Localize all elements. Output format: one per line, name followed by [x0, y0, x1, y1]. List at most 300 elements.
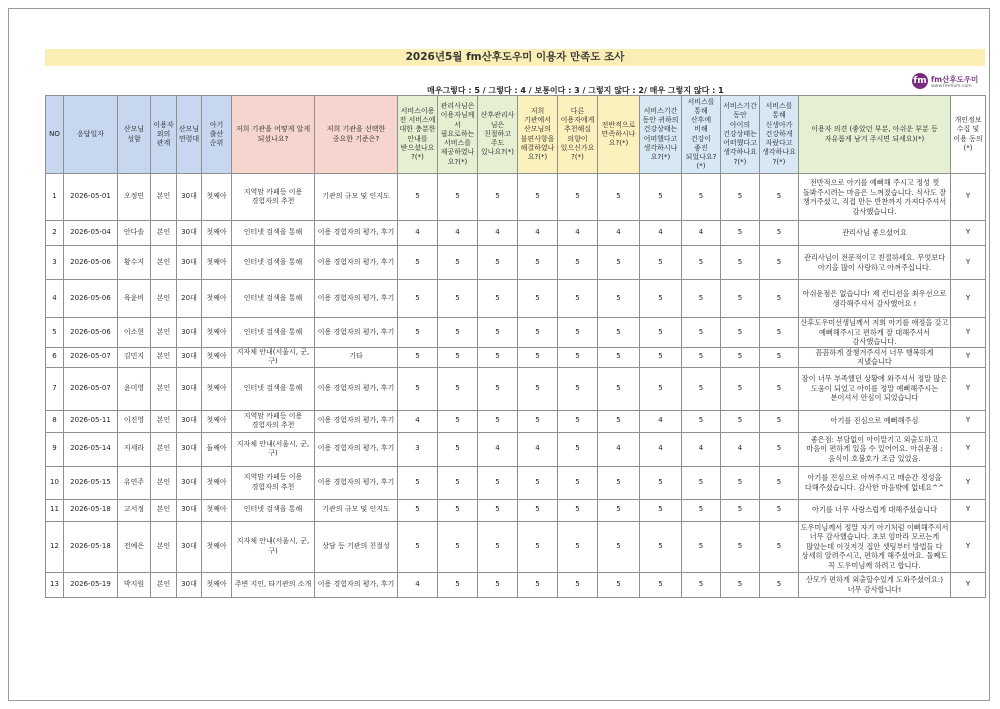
score-cell: 4: [640, 410, 682, 432]
opinion-cell: 잠이 너무 부족했던 상황에 와주셔서 정말 많은 도움이 되었고 아이를 정말 예뻐해주시는 분이셔서 안심이 되었습니다: [799, 367, 951, 410]
score-cell: 5: [478, 174, 518, 221]
relation-cell: 본인: [151, 466, 177, 499]
score-cell: 5: [558, 280, 598, 318]
score-cell: 5: [721, 280, 760, 318]
how-known-cell: 지역맘 카페등 이용 경험자의 추천: [232, 174, 315, 221]
name-cell: 윤미영: [118, 367, 151, 410]
selection-reason-cell: 이용 경험자의 평가, 후기: [315, 318, 398, 348]
score-cell: 5: [760, 410, 799, 432]
score-cell: 5: [640, 174, 682, 221]
score-cell: 5: [558, 572, 598, 597]
consent-cell: Y: [951, 572, 986, 597]
opinion-cell: 아기를 진심으로 예뻐해주심: [799, 410, 951, 432]
consent-cell: Y: [951, 246, 986, 280]
score-cell: 5: [598, 174, 640, 221]
how-known-cell: 지자체 안내(서울시, 군,구): [232, 347, 315, 367]
name-cell: 안다솔: [118, 221, 151, 246]
score-cell: 5: [760, 466, 799, 499]
date-cell: 2026-05-06: [64, 280, 118, 318]
score-cell: 5: [682, 410, 721, 432]
score-cell: 5: [721, 174, 760, 221]
how-known-cell: 인터넷 검색을 통해: [232, 280, 315, 318]
score-cell: 5: [558, 499, 598, 521]
table-row: [46, 318, 986, 348]
score-cell: 5: [518, 246, 558, 280]
row-number-cell: 4: [46, 280, 64, 318]
score-cell: 5: [640, 318, 682, 348]
table-row: [46, 410, 986, 432]
score-cell: 5: [518, 174, 558, 221]
score-cell: 5: [760, 318, 799, 348]
score-cell: 5: [438, 521, 478, 572]
score-cell: 5: [721, 221, 760, 246]
score-cell: 5: [558, 410, 598, 432]
score-cell: 5: [721, 410, 760, 432]
birth-order-cell: 첫째아: [202, 174, 232, 221]
col-header: 이용자 의견 (좋았던 부분, 아쉬운 부분 등 자유롭게 남겨 주시면 되세요)(*): [799, 96, 951, 174]
age-cell: 30대: [177, 432, 202, 466]
birth-order-cell: 첫째아: [202, 280, 232, 318]
consent-cell: Y: [951, 466, 986, 499]
score-cell: 5: [438, 318, 478, 348]
score-cell: 5: [398, 246, 438, 280]
score-cell: 5: [760, 174, 799, 221]
how-known-cell: 주변 지인, 타기관의 소개: [232, 572, 315, 597]
score-cell: 5: [760, 572, 799, 597]
logo-url: www.fmmom.com: [931, 84, 972, 89]
consent-cell: Y: [951, 432, 986, 466]
spreadsheet-page: [8, 8, 990, 701]
score-cell: 4: [478, 221, 518, 246]
score-cell: 5: [558, 246, 598, 280]
date-cell: 2026-05-04: [64, 221, 118, 246]
score-cell: 4: [640, 221, 682, 246]
age-cell: 30대: [177, 347, 202, 367]
age-cell: 30대: [177, 572, 202, 597]
score-cell: 4: [518, 221, 558, 246]
score-cell: 5: [398, 367, 438, 410]
date-cell: 2026-05-15: [64, 466, 118, 499]
birth-order-cell: 첫째아: [202, 521, 232, 572]
relation-cell: 본인: [151, 410, 177, 432]
score-cell: 5: [558, 318, 598, 348]
table-row: [46, 432, 986, 466]
score-cell: 5: [640, 521, 682, 572]
col-header: 다른 이용자에게 추천해실 의향이 있으신가요?(*): [558, 96, 598, 174]
score-cell: 5: [398, 347, 438, 367]
score-cell: 5: [478, 521, 518, 572]
birth-order-cell: 첫째아: [202, 367, 232, 410]
date-cell: 2026-05-14: [64, 432, 118, 466]
row-number-cell: 6: [46, 347, 64, 367]
relation-cell: 본인: [151, 432, 177, 466]
row-number-cell: 13: [46, 572, 64, 597]
age-cell: 30대: [177, 318, 202, 348]
score-cell: 5: [398, 521, 438, 572]
selection-reason-cell: 기관의 규모 및 인지도: [315, 499, 398, 521]
date-cell: 2026-05-07: [64, 347, 118, 367]
score-cell: 5: [558, 521, 598, 572]
score-cell: 5: [760, 221, 799, 246]
col-header: 산모님 성함: [118, 96, 151, 174]
col-header: 저희 기관을 선택한 중요한 기준은?: [315, 96, 398, 174]
score-cell: 5: [721, 318, 760, 348]
score-cell: 5: [398, 280, 438, 318]
score-cell: 5: [518, 280, 558, 318]
score-cell: 5: [721, 521, 760, 572]
name-cell: 지세라: [118, 432, 151, 466]
consent-cell: Y: [951, 367, 986, 410]
score-cell: 4: [398, 410, 438, 432]
score-cell: 5: [398, 318, 438, 348]
score-cell: 5: [760, 499, 799, 521]
score-cell: 5: [478, 318, 518, 348]
score-cell: 5: [760, 432, 799, 466]
score-cell: 5: [438, 347, 478, 367]
score-cell: 4: [721, 432, 760, 466]
relation-cell: 본인: [151, 499, 177, 521]
consent-cell: Y: [951, 174, 986, 221]
selection-reason-cell: 이용 경험자의 평가, 후기: [315, 280, 398, 318]
table-row: [46, 347, 986, 367]
score-cell: 5: [518, 572, 558, 597]
score-cell: 4: [598, 432, 640, 466]
selection-reason-cell: 상담 등 기관의 친절성: [315, 521, 398, 572]
relation-cell: 본인: [151, 347, 177, 367]
date-cell: 2026-05-18: [64, 521, 118, 572]
score-cell: 5: [558, 367, 598, 410]
score-cell: 5: [598, 347, 640, 367]
age-cell: 30대: [177, 410, 202, 432]
table-row: [46, 174, 986, 221]
name-cell: 박지원: [118, 572, 151, 597]
score-cell: 5: [558, 347, 598, 367]
selection-reason-cell: 이용 경험자의 평가, 후기: [315, 410, 398, 432]
score-cell: 5: [598, 572, 640, 597]
birth-order-cell: 첫째아: [202, 466, 232, 499]
how-known-cell: 인터넷 검색을 통해: [232, 499, 315, 521]
score-cell: 5: [640, 572, 682, 597]
row-number-cell: 10: [46, 466, 64, 499]
score-cell: 5: [682, 318, 721, 348]
score-cell: 5: [518, 521, 558, 572]
relation-cell: 본인: [151, 572, 177, 597]
birth-order-cell: 둘째아: [202, 432, 232, 466]
relation-cell: 본인: [151, 174, 177, 221]
score-cell: 5: [682, 280, 721, 318]
score-cell: 5: [640, 466, 682, 499]
date-cell: 2026-05-07: [64, 367, 118, 410]
col-header: 산후관리사님은 친절하고 주도 있나요?(*): [478, 96, 518, 174]
score-cell: 5: [682, 246, 721, 280]
selection-reason-cell: 이용 경험자의 평가, 후기: [315, 466, 398, 499]
row-number-cell: 2: [46, 221, 64, 246]
score-cell: 5: [558, 466, 598, 499]
name-cell: 전예은: [118, 521, 151, 572]
score-cell: 5: [438, 499, 478, 521]
score-cell: 5: [598, 246, 640, 280]
age-cell: 30대: [177, 466, 202, 499]
score-cell: 5: [598, 280, 640, 318]
score-cell: 5: [760, 521, 799, 572]
score-cell: 5: [760, 367, 799, 410]
date-cell: 2026-05-06: [64, 246, 118, 280]
logo-icon: fm: [912, 73, 928, 89]
selection-reason-cell: 이용 경험자의 평가, 후기: [315, 572, 398, 597]
opinion-cell: 관리사님 좋으셨어요: [799, 221, 951, 246]
score-cell: 5: [598, 367, 640, 410]
age-cell: 20대: [177, 280, 202, 318]
selection-reason-cell: 이용 경험자의 평가, 후기: [315, 246, 398, 280]
score-cell: 5: [721, 499, 760, 521]
how-known-cell: 인터넷 검색을 통해: [232, 367, 315, 410]
score-cell: 5: [438, 466, 478, 499]
row-number-cell: 7: [46, 367, 64, 410]
consent-cell: Y: [951, 347, 986, 367]
score-cell: 5: [640, 246, 682, 280]
score-cell: 4: [558, 221, 598, 246]
score-cell: 5: [438, 174, 478, 221]
col-header: 산모님 연령대: [177, 96, 202, 174]
score-cell: 4: [478, 432, 518, 466]
age-cell: 30대: [177, 221, 202, 246]
how-known-cell: 인터넷 검색을 통해: [232, 221, 315, 246]
table-body: [46, 174, 986, 598]
score-cell: 5: [398, 499, 438, 521]
birth-order-cell: 첫째아: [202, 410, 232, 432]
score-cell: 5: [721, 246, 760, 280]
score-cell: 4: [640, 432, 682, 466]
row-number-cell: 9: [46, 432, 64, 466]
how-known-cell: 지자체 안내(서울시, 군,구): [232, 432, 315, 466]
score-cell: 4: [682, 221, 721, 246]
col-header: 서비스기간 동안 아이의 건강상태는 어떠했다고 생각하나요?(*): [721, 96, 760, 174]
name-cell: 고서정: [118, 499, 151, 521]
birth-order-cell: 첫째아: [202, 246, 232, 280]
score-cell: 5: [682, 572, 721, 597]
birth-order-cell: 첫째아: [202, 221, 232, 246]
col-header: NO: [46, 96, 64, 174]
table-row: [46, 521, 986, 572]
name-cell: 유연주: [118, 466, 151, 499]
consent-cell: Y: [951, 521, 986, 572]
opinion-cell: 도우미님께서 정말 자기 아기처럼 이뻐해주셔서 너무 감사했습니다. 초보 엄마라 모르는게 많았는데 이것저것 집안 셋팅부터 방법들 다 상세히 알려주시고, 편하게 해주셨어요. 둘째도 꼭 도우미님께 하려고 합니다.: [799, 521, 951, 572]
score-cell: 5: [558, 174, 598, 221]
score-cell: 5: [518, 499, 558, 521]
score-cell: 5: [518, 347, 558, 367]
date-cell: 2026-05-01: [64, 174, 118, 221]
score-cell: 5: [682, 521, 721, 572]
birth-order-cell: 첫째아: [202, 347, 232, 367]
col-header: 개인정보 수집 및 이용 동의(*): [951, 96, 986, 174]
how-known-cell: 지역맘 카페등 이용 경험자의 추천: [232, 466, 315, 499]
score-cell: 4: [518, 432, 558, 466]
name-cell: 오정민: [118, 174, 151, 221]
row-number-cell: 11: [46, 499, 64, 521]
opinion-cell: 관리사님이 전문적이고 친절하세요. 무엇보다 아기을 많이 사랑하고 아껴주십니다.: [799, 246, 951, 280]
score-cell: 5: [478, 367, 518, 410]
score-cell: 5: [518, 367, 558, 410]
col-header: 이용자 외의 관계: [151, 96, 177, 174]
row-number-cell: 8: [46, 410, 64, 432]
col-header: 서비스이용 전 서비스에 대한 충분한 안내를 받으셨나요?(*): [398, 96, 438, 174]
row-number-cell: 3: [46, 246, 64, 280]
col-header: 아기 출산 순위: [202, 96, 232, 174]
col-header: 서비스를 통해 산후에 비해 건강이 좋진 되었나요?(*): [682, 96, 721, 174]
score-cell: 5: [598, 410, 640, 432]
name-cell: 이소현: [118, 318, 151, 348]
relation-cell: 본인: [151, 280, 177, 318]
score-cell: 5: [438, 572, 478, 597]
score-cell: 5: [398, 174, 438, 221]
relation-cell: 본인: [151, 246, 177, 280]
score-cell: 5: [640, 280, 682, 318]
score-cell: 5: [598, 499, 640, 521]
col-header: 관리사님은 이용자님께서 필요로하는 서비스를 제공하였나요?(*): [438, 96, 478, 174]
opinion-cell: 아쉬운점은 없습니다! 제 컨디션을 최우선으로 생각해주셔서 감사했어요 !: [799, 280, 951, 318]
survey-table: [45, 95, 986, 598]
date-cell: 2026-05-06: [64, 318, 118, 348]
score-cell: 4: [438, 221, 478, 246]
opinion-cell: 산모가 편하게 외출할수있게 도와주셨어요:) 너무 감사합니다!: [799, 572, 951, 597]
score-cell: 5: [682, 466, 721, 499]
score-cell: 5: [558, 432, 598, 466]
relation-cell: 본인: [151, 521, 177, 572]
selection-reason-cell: 이용 경험자의 평가, 후기: [315, 367, 398, 410]
relation-cell: 본인: [151, 221, 177, 246]
name-cell: 김민지: [118, 347, 151, 367]
table-row: [46, 572, 986, 597]
score-cell: 5: [438, 367, 478, 410]
relation-cell: 본인: [151, 367, 177, 410]
score-cell: 5: [478, 280, 518, 318]
opinion-cell: 산후도우미선생님께서 저희 아기를 애정을 갖고 예뻐해주시고 편하게 잘 대해주셔서 감사했습니다.: [800, 318, 949, 346]
score-cell: 5: [478, 246, 518, 280]
score-cell: 5: [438, 246, 478, 280]
how-known-cell: 인터넷 검색을 통해: [232, 318, 315, 348]
col-header: 저희 기관을 어떻게 알게 되셨나요?: [232, 96, 315, 174]
birth-order-cell: 첫째아: [202, 572, 232, 597]
score-cell: 5: [760, 347, 799, 367]
score-cell: 5: [598, 521, 640, 572]
score-cell: 4: [682, 432, 721, 466]
opinion-cell: 아기를 너무 사랑스럽게 대해주셨습니다: [799, 499, 951, 521]
table-row: [46, 280, 986, 318]
score-cell: 5: [760, 246, 799, 280]
opinion-cell: 좋은점: 부담없이 아이맡기고 외출도하고 마음이 편하게 있을 수 있어어요. 아쉬운점 : 음식이 호불호가 조금 있었음.: [799, 432, 951, 466]
score-cell: 5: [518, 318, 558, 348]
birth-order-cell: 첫째아: [202, 318, 232, 348]
survey-title: 2026년5월 fm산후도우미 이용자 만족도 조사: [45, 49, 985, 66]
consent-cell: Y: [951, 499, 986, 521]
selection-reason-cell: 기타: [315, 347, 398, 367]
row-number-cell: 1: [46, 174, 64, 221]
age-cell: 30대: [177, 246, 202, 280]
age-cell: 30대: [177, 174, 202, 221]
age-cell: 30대: [177, 367, 202, 410]
score-cell: 5: [478, 347, 518, 367]
how-known-cell: 지역맘 카페등 이용 경험자의 추천: [232, 410, 315, 432]
score-cell: 5: [682, 347, 721, 367]
col-header: 응답일자: [64, 96, 118, 174]
date-cell: 2026-05-19: [64, 572, 118, 597]
opinion-cell: 꼼꼼하게 잘챙겨주셔서 너무 행복하게 지냈습니다: [799, 347, 951, 367]
age-cell: 30대: [177, 521, 202, 572]
score-cell: 5: [438, 410, 478, 432]
relation-cell: 본인: [151, 318, 177, 348]
score-cell: 4: [398, 221, 438, 246]
score-cell: 5: [478, 466, 518, 499]
rating-legend: 매우그렇다 : 5 / 그렇다 : 4 / 보통이다 : 3 / 그렇지 않다 : 2/ 매우 그렇지 않다 : 1: [427, 86, 724, 95]
score-cell: 5: [518, 466, 558, 499]
col-header: 전반적으로 만족하시나요?(*): [598, 96, 640, 174]
score-cell: 5: [682, 174, 721, 221]
consent-cell: Y: [951, 221, 986, 246]
name-cell: 이진영: [118, 410, 151, 432]
score-cell: 5: [478, 572, 518, 597]
opinion-cell: 전반적으로 아기를 예뻐해 주시고 정성 껏 돌봐주시려는 마음은 느껴졌습니다. 식사도 잘 챙겨주셨고, 직접 만든 반찬까지 가져다주셔서 감사했습니다.: [799, 174, 951, 221]
table-row: [46, 466, 986, 499]
score-cell: 3: [398, 432, 438, 466]
score-cell: 4: [598, 221, 640, 246]
score-cell: 5: [640, 347, 682, 367]
score-cell: 5: [682, 367, 721, 410]
score-cell: 5: [721, 367, 760, 410]
logo-name: fm산후도우미: [931, 75, 979, 84]
selection-reason-cell: 기관의 규모 및 인지도: [315, 174, 398, 221]
score-cell: 5: [598, 318, 640, 348]
selection-reason-cell: 이용 경험자의 평가, 후기: [315, 432, 398, 466]
score-cell: 5: [760, 280, 799, 318]
name-cell: 육윤비: [118, 280, 151, 318]
score-cell: 5: [598, 466, 640, 499]
consent-cell: Y: [951, 318, 986, 348]
score-cell: 5: [478, 410, 518, 432]
score-cell: 5: [640, 499, 682, 521]
score-cell: 5: [398, 466, 438, 499]
header-row: [46, 96, 986, 174]
table-row: [46, 499, 986, 521]
score-cell: 4: [398, 572, 438, 597]
table-row: [46, 246, 986, 280]
name-cell: 황수지: [118, 246, 151, 280]
date-cell: 2026-05-18: [64, 499, 118, 521]
age-cell: 30대: [177, 499, 202, 521]
score-cell: 5: [682, 499, 721, 521]
score-cell: 5: [640, 367, 682, 410]
how-known-cell: 지자체 안내(서울시, 군,구): [232, 521, 315, 572]
score-cell: 5: [438, 280, 478, 318]
date-cell: 2026-05-11: [64, 410, 118, 432]
table-row: [46, 367, 986, 410]
opinion-cell: 아기를 진심으로 아껴주시고 매순간 정성을 다해주셨습니다. 감사한 마음밖에 없네요^^: [799, 466, 951, 499]
how-known-cell: 인터넷 검색을 통해: [232, 246, 315, 280]
score-cell: 5: [721, 347, 760, 367]
row-number-cell: 12: [46, 521, 64, 572]
score-cell: 5: [438, 432, 478, 466]
consent-cell: Y: [951, 280, 986, 318]
col-header: 서비스기간 동안 귀하의 건강상태는 어떠했다고 생각하시나요?(*): [640, 96, 682, 174]
row-number-cell: 5: [46, 318, 64, 348]
birth-order-cell: 첫째아: [202, 499, 232, 521]
selection-reason-cell: 이용 경험자의 평가, 후기: [315, 221, 398, 246]
consent-cell: Y: [951, 410, 986, 432]
company-logo: [912, 72, 982, 94]
table-row: [46, 221, 986, 246]
col-header: 저희 기관에서 산모님의 불편사항을 해결하였나요?(*): [518, 96, 558, 174]
score-cell: 5: [721, 466, 760, 499]
col-header: 서비스를 통해 신생아가 건강하게 자랐다고 생각하나요?(*): [760, 96, 799, 174]
